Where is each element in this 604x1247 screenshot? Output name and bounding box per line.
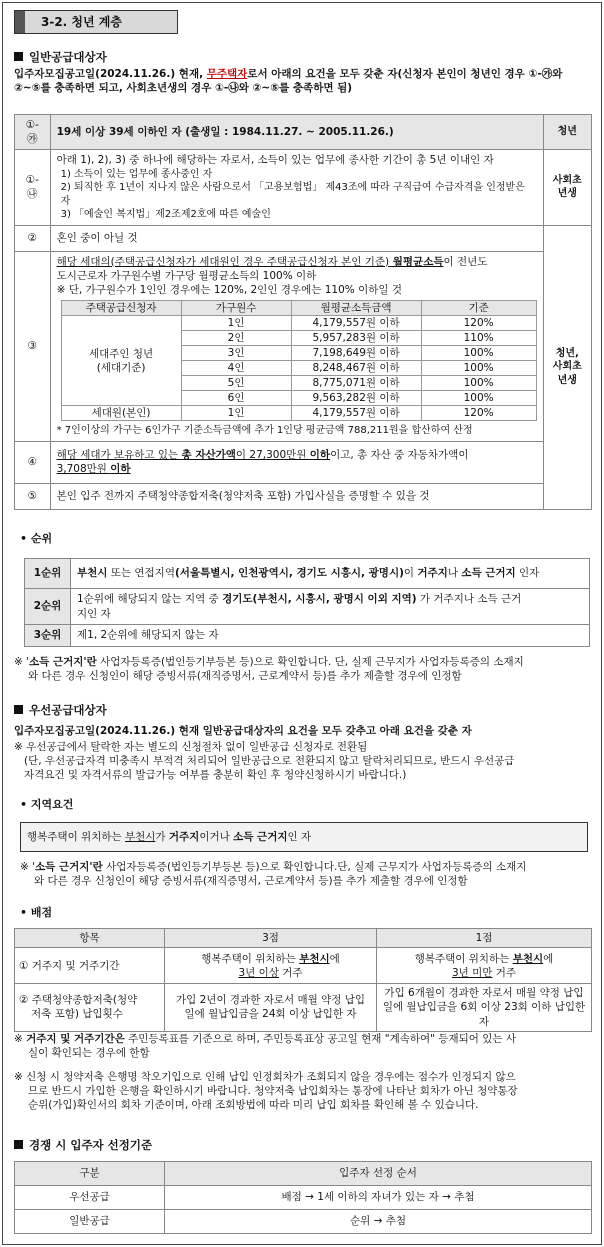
req-text: 아래 1), 2), 3) 중 하나에 해당하는 자로서, 소득이 있는 업무에 종사한 기간이 총 5년 이내인 자 1) 소득이 있는 업무에 종사중인 자 2) 퇴직한 후 1년이 지나지 않은 사람으로서 「고용보험법」 제43조에 따라 구직급여 수급자격을 인정받은 자 3) 「예술인 복지법」제2조제2호에 따른 예술인 bbox=[50, 150, 543, 225]
table-row bbox=[15, 150, 592, 225]
req-num: ③ bbox=[15, 251, 51, 441]
table-row: 일반공급 순위 → 추첨 bbox=[15, 1210, 592, 1234]
general-intro: 입주자모집공고일(2024.11.26.) 현재, 무주택자로서 아래의 요건을 모두 갖춘 자(신청자 본인이 청년인 경우 ①-㉮와 ②~⑤를 충족하면 되고, 사회초년생의 경우 ①-㉯와 ②~⑤를 충족하면 됨) bbox=[14, 68, 563, 95]
square-bullet-icon bbox=[14, 52, 23, 61]
table-row bbox=[15, 251, 592, 441]
req-num: ② bbox=[15, 225, 51, 251]
table-row: 3순위 제1, 2순위에 해당되지 않는 자 bbox=[25, 625, 590, 647]
section-title-box bbox=[14, 10, 178, 34]
table-row: 세대원(본인) 1인 4,179,557원 이하 120% bbox=[61, 406, 536, 421]
table-row bbox=[15, 441, 592, 483]
general-requirements-table bbox=[14, 114, 592, 510]
req-text: 본인 입주 전까지 주택청약종합저축(청약저축 포함) 가입사실을 증명할 수 있을 것 bbox=[50, 483, 543, 509]
table-row: 항목 3점 1점 bbox=[15, 929, 592, 948]
req-num: ⑤ bbox=[15, 483, 51, 509]
general-heading: 일반공급대상자 bbox=[14, 50, 107, 66]
rank-heading: • 순위 bbox=[20, 532, 53, 545]
req-text: 19세 이상 39세 이하인 자 (출생일 : 1984.11.27. ~ 2005.11.26.) bbox=[50, 115, 543, 150]
table-row: 4인 8,248,467원 이하 100% bbox=[61, 361, 536, 376]
table-row: 우선공급 배점 → 1세 이하의 자녀가 있는 자 → 추첨 bbox=[15, 1186, 592, 1210]
region-note: ※ '소득 근거지'란 사업자등록증(법인등기부등본 등)으로 확인합니다.단, 실제 근무지가 사업자등록증의 소재지 와 다른 경우 신청인이 해당 증빙서류(재직증명서, 근로계약서 등)를 추가 제출할 경우에 인정함 bbox=[20, 861, 527, 888]
table-row bbox=[15, 483, 592, 509]
table-row bbox=[15, 225, 592, 251]
table-row bbox=[15, 115, 592, 150]
req-target: 청년, 사회초년생 bbox=[543, 225, 591, 509]
table-row: 세대주인 청년 (세대기준) 1인 4,179,557원 이하 120% bbox=[61, 316, 536, 331]
score-heading: • 배점 bbox=[20, 906, 53, 919]
req-text: 해당 세대의(주택공급신청자가 세대원인 경우 주택공급신청자 본인 기준) 월평균소득이 전년도 도시근로자 가구원수별 가구당 월평균소득의 100% 이하 ※ 단, 가구원수가 1인인 경우에는 120%, 2인인 경우에는 110% 이하일 것 주택공급신청자 가구원수 월평균소득금액 기준 세대주인 청년 (세대기준) 1인 4,179,557원 이하 120% 2인 5,957,283원 이하 110% 3인 7,198,649원 이하 100% 4인 8,248,467원 이하 100% 5인 8,775,071원 이하 100% 6인 9,563,282원 이하 100% 세대원(본인) 1인 4,179,557원 이하 120% * 7인이상의 가구는 6인가구 기준소득금액에 추가 1인당 평균금액 788,211원을 합산하여 산정 bbox=[50, 251, 543, 441]
table-row: 6인 9,563,282원 이하 100% bbox=[61, 391, 536, 406]
section-title: 3-2. 청년 계층 bbox=[25, 11, 177, 33]
table-row: 3인 7,198,649원 이하 100% bbox=[61, 346, 536, 361]
rank-note: ※ '소득 근거지'란 사업자등록증(법인등기부등본 등)으로 확인합니다. 단, 실제 근무지가 사업자등록증의 소재지 와 다른 경우 신청인이 해당 증빙서류(재직증명서, 근로계약서 등)를 추가 제출할 경우에 인정함 bbox=[14, 656, 524, 683]
table-row: 1순위 부천시 또는 연접지역(서울특별시, 인천광역시, 경기도 시흥시, 광명시)이 거주지나 소득 근거지 인자 bbox=[25, 559, 590, 589]
table-row: 2순위 1순위에 해당되지 않는 지역 중 경기도(부천시, 시흥시, 광명시 이외 지역) 가 거주지나 소득 근거 지인 자 bbox=[25, 589, 590, 625]
req-text: 혼인 중이 아닐 것 bbox=[50, 225, 543, 251]
req-text: 해당 세대가 보유하고 있는 총 자산가액이 27,300만원 이하이고, 총 자산 중 자동차가액이 3,708만원 이하 bbox=[50, 441, 543, 483]
score-table bbox=[14, 928, 592, 1032]
selection-heading: 경쟁 시 입주자 선정기준 bbox=[14, 1138, 152, 1154]
table-row: ① 거주지 및 거주기간 행복주택이 위치하는 부천시에 3년 이상 거주 행복주택이 위치하는 부천시에 3년 미만 거주 bbox=[15, 948, 592, 984]
req-num: ④ bbox=[15, 441, 51, 483]
income-table bbox=[61, 300, 537, 421]
table-row: 2인 5,957,283원 이하 110% bbox=[61, 331, 536, 346]
req-num: ①-㉯ bbox=[15, 150, 51, 225]
req-target: 사회초년생 bbox=[543, 150, 591, 225]
table-row: 주택공급신청자 가구원수 월평균소득금액 기준 bbox=[61, 301, 536, 316]
priority-heading: 우선공급대상자 bbox=[14, 703, 107, 719]
score-note-2: ※ 신청 시 청약저축 은행명 착오기입으로 인해 납입 인정회차가 조회되지 않을 경우에는 점수가 인정되지 않으 므로 반드시 가입한 은행을 확인하시기 바랍니다. 청약저축 납입회차는 통장에 나타난 회차가 아닌 청약통장 순위(가입)확인서의 회차 기준이며, 아래 조회방법에 따라 미리 납입 회차를 확인해 볼 수 있습니다. bbox=[14, 1071, 518, 1112]
section-title-bar bbox=[15, 11, 25, 33]
region-requirement-box: 행복주택이 위치하는 부천시가 거주지이거나 소득 근거지인 자 bbox=[20, 822, 588, 852]
table-row: 구분 입주자 선정 순서 bbox=[15, 1162, 592, 1186]
req-target: 청년 bbox=[543, 115, 591, 150]
priority-intro: 입주자모집공고일(2024.11.26.) 현재 일반공급대상자의 요건을 모두 갖추고 아래 요건을 갖춘 자 bbox=[14, 725, 472, 737]
rank-table bbox=[24, 558, 590, 647]
score-note-1: ※ 거주지 및 거주기간은 주민등록표를 기준으로 하며, 주민등록표상 공고일 현재 "계속하여" 등재되어 있는 사 실이 확인되는 경우에 한함 bbox=[14, 1033, 516, 1060]
selection-table bbox=[14, 1161, 592, 1234]
square-bullet-icon bbox=[14, 705, 23, 714]
household-head-label: 세대주인 청년 (세대기준) bbox=[61, 316, 181, 406]
table-row: ② 주택청약종합저축(청약 저축 포함) 납입횟수 가입 2년이 경과한 자로서 매월 약정 납입 일에 월납입금을 24회 이상 납입한 자 가입 6개월이 경과한 자로서 매월 약정 납입 일에 월납입금을 6회 이상 23회 이하 납입한 자 bbox=[15, 984, 592, 1032]
req-num: ①-㉮ bbox=[15, 115, 51, 150]
region-heading: • 지역요건 bbox=[20, 798, 74, 811]
priority-note: ※ 우선공급에서 탈락한 자는 별도의 신청절차 없이 일반공급 신청자로 전환됨 (단, 우선공급자격 미충족시 부적격 처리되어 일반공급으로 전환되지 않고 탈락처리되므로, 반드시 우선공급 자격요건 및 자격서류의 발급가능 여부를 충분히 확인 후 청약신청하시기 바랍니다.) bbox=[14, 741, 515, 782]
square-bullet-icon bbox=[14, 1140, 23, 1149]
table-row: 5인 8,775,071원 이하 100% bbox=[61, 376, 536, 391]
